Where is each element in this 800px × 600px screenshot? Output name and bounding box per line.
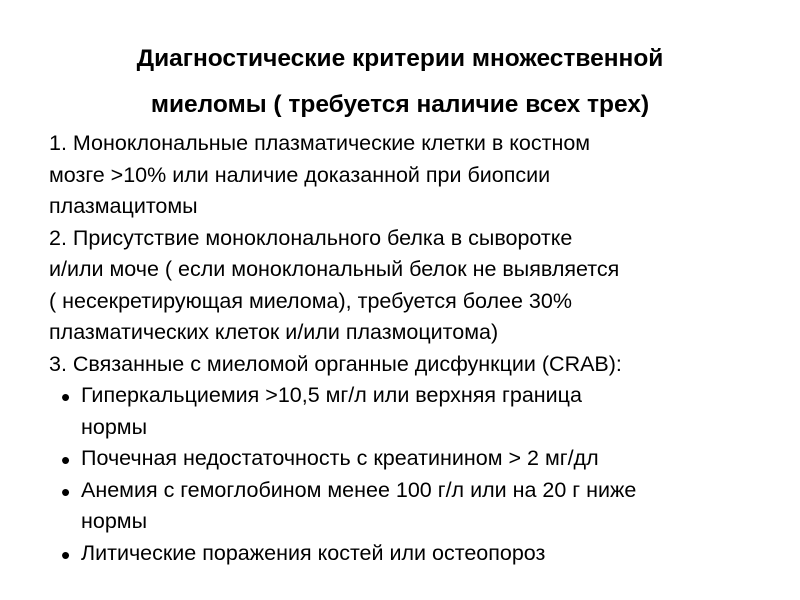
slide-body — [49, 128, 779, 569]
crab-list — [49, 380, 779, 569]
criterion-3 — [49, 349, 779, 381]
crab-item-2-line-1: Почечная недостаточность с креатинином > 2 мг/дл — [81, 446, 599, 470]
bullet-icon: • — [61, 476, 71, 507]
criterion-1-line-2: мозге >10% или наличие доказанной при биопсии — [49, 162, 551, 187]
crab-item-renal — [49, 443, 779, 475]
crab-item-3-line-2: нормы — [81, 509, 148, 533]
criterion-1 — [49, 128, 779, 223]
criterion-2 — [49, 223, 779, 349]
bullet-icon: • — [61, 382, 71, 412]
crab-item-1-line-1: Гиперкальциемия >10,5 мг/л или верхняя граница — [81, 383, 582, 407]
criterion-2-line-1: 2. Присутствие моноклонального белка в сыворотке — [49, 225, 573, 250]
bullet-icon: • — [61, 445, 71, 475]
title-line-1: Диагностические критерии множественной — [136, 45, 664, 72]
title-line-2: миеломы ( требуется наличие всех трех) — [150, 91, 650, 118]
criterion-2-line-3: ( несекретирующая миелома), требуется более 30% — [49, 288, 572, 313]
crab-item-3-line-1: Анемия с гемоглобином менее 100 г/л или на 20 г ниже — [81, 477, 637, 502]
crab-item-4-line-1: Литические поражения костей или остеопороз — [81, 540, 546, 565]
criterion-2-line-2: и/или моче ( если моноклональный белок не выявляется — [49, 257, 620, 281]
bullet-icon: • — [61, 539, 71, 570]
crab-item-bone — [49, 538, 779, 570]
crab-item-hypercalcemia — [49, 380, 779, 443]
criterion-1-line-1: 1. Моноклональные плазматические клетки в костном — [49, 131, 591, 155]
crab-item-1-line-2: нормы — [81, 414, 148, 439]
crab-item-anemia — [49, 475, 779, 538]
criterion-3-line-1: 3. Связанные с миеломой органные дисфункции (CRAB): — [49, 351, 622, 376]
criterion-2-line-4: плазматических клеток и/или плазмоцитома) — [49, 320, 499, 344]
criterion-1-line-3: плазмацитомы — [49, 194, 198, 218]
slide-title — [40, 36, 760, 128]
